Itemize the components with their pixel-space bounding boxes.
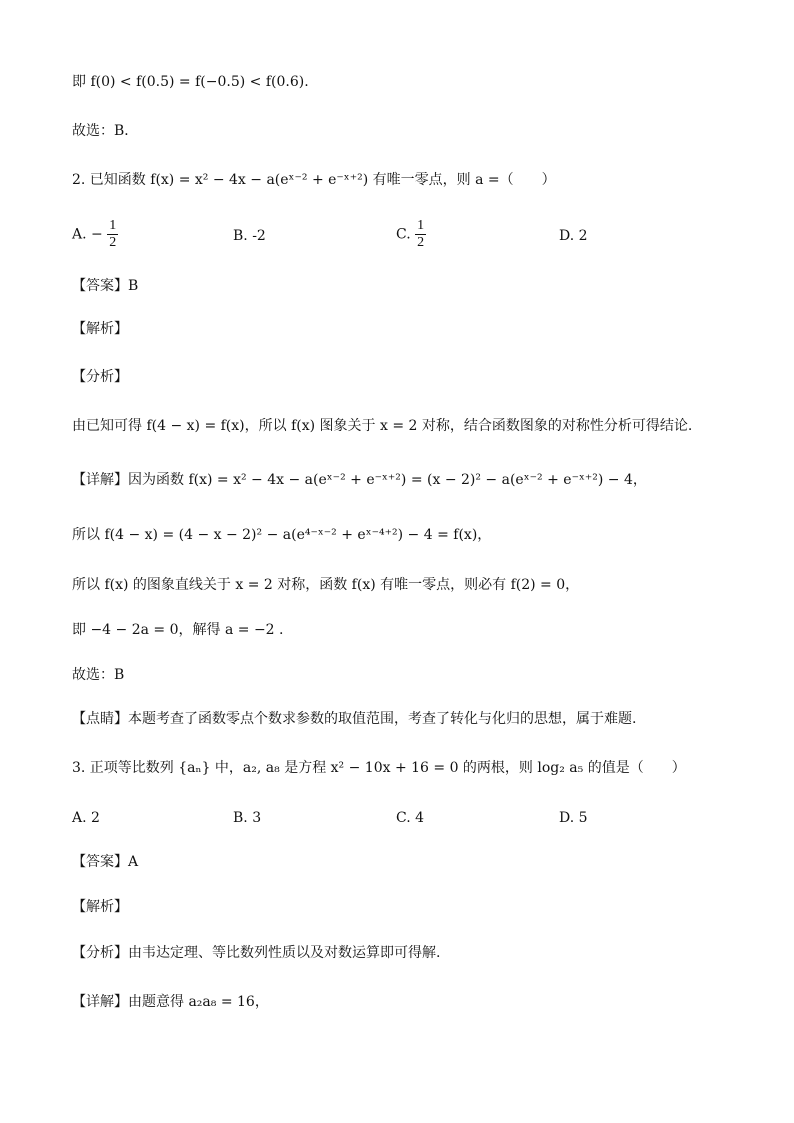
line-choose-b: 故选：B． (72, 123, 139, 139)
q3-jiexi-heading: 【解析】 (72, 899, 128, 915)
line-conclusion: 即 f(0) < f(0.5) = f(−0.5) < f(0.6). (72, 74, 309, 90)
q2-detail-4: 即 −4 − 2a = 0，解得 a = −2 . (72, 622, 284, 638)
q3-option-b: B. 3 (233, 810, 262, 826)
q2-option-d: D. 2 (559, 228, 588, 244)
q2-option-b: B. -2 (233, 228, 266, 244)
q2-option-c (396, 218, 426, 251)
q2-fenxi-heading: 【分析】 (72, 369, 128, 385)
q2-detail-3: 所以 f(x) 的图象直线关于 x = 2 对称，函数 f(x) 有唯一零点，则必有 f(2) = 0， (72, 577, 580, 593)
q2-option-c-label: C. (396, 226, 411, 243)
q2-option-c-fraction (415, 218, 426, 251)
q3-option-c: C. 4 (396, 810, 425, 826)
fraction-denominator: 2 (109, 235, 117, 250)
q3-option-d: D. 5 (559, 810, 588, 826)
q2-fenxi-text: 由已知可得 f(4 − x) = f(x)，所以 f(x) 图象关于 x = 2 对称，结合函数图象的对称性分析可得结论. (72, 418, 693, 434)
fraction-numerator: 1 (417, 218, 425, 233)
q3-option-a: A. 2 (72, 810, 100, 826)
q2-dianjing: 【点睛】本题考查了函数零点个数求参数的取值范围，考查了转化与化归的思想，属于难题. (72, 711, 637, 727)
q2-option-a-fraction (107, 218, 118, 251)
q3-answer: 【答案】A (72, 854, 139, 870)
q2-option-a-sign: − (91, 226, 103, 243)
fraction-numerator: 1 (109, 218, 117, 233)
q3-fenxi: 【分析】由韦达定理、等比数列性质以及对数运算即可得解. (72, 945, 441, 961)
q2-detail-2: 所以 f(4 − x) = (4 − x − 2)² − a(e⁴⁻ˣ⁻² + eˣ⁻⁴⁺²) − 4 = f(x)， (72, 527, 492, 543)
question-3: 3. 正项等比数列 {aₙ} 中，a₂, a₈ 是方程 x² − 10x + 16 = 0 的两根，则 log₂ a₅ 的值是（ ） (72, 760, 686, 776)
fraction-denominator: 2 (417, 235, 425, 250)
q2-option-a-label: A. (72, 226, 87, 243)
q2-answer: 【答案】B (72, 278, 139, 294)
q3-detail-1: 【详解】由题意得 a₂a₈ = 16， (72, 994, 269, 1010)
q2-detail-1: 【详解】因为函数 f(x) = x² − 4x − a(eˣ⁻² + e⁻ˣ⁺²) = (x − 2)² − a(eˣ⁻² + e⁻ˣ⁺²) − 4， (72, 472, 647, 488)
q2-jiexi-heading: 【解析】 (72, 321, 128, 337)
question-2: 2. 已知函数 f(x) = x² − 4x − a(eˣ⁻² + e⁻ˣ⁺²) 有唯一零点，则 a =（ ） (72, 172, 556, 188)
q2-option-a (72, 218, 118, 251)
q2-choose: 故选：B (72, 667, 125, 683)
